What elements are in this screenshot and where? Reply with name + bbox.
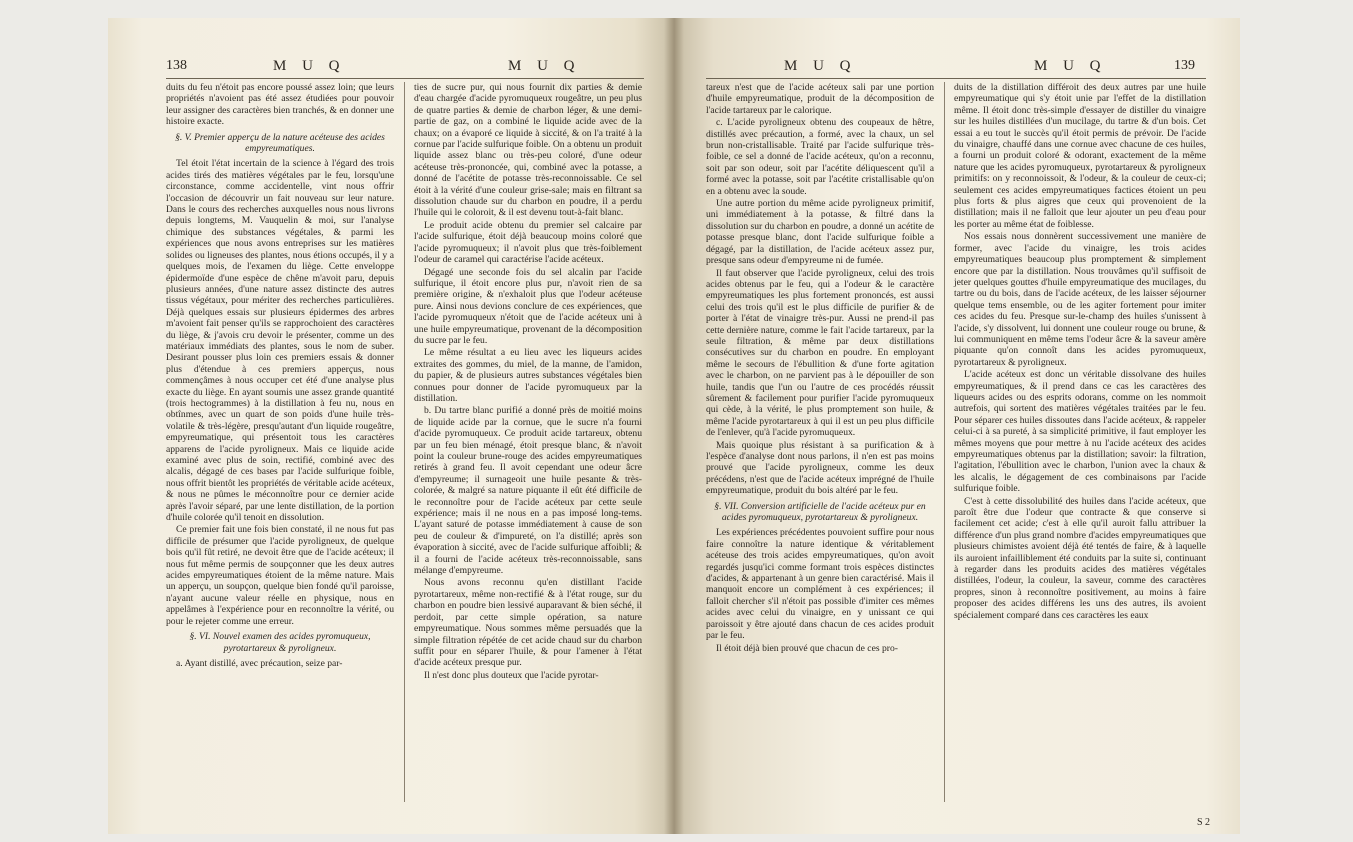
paragraph: Il étoit déjà bien prouvé que chacun de ces pro- — [716, 642, 898, 654]
section-heading: §. VI. Nouvel examen des acides pyromuqueux, pyrotartareux & pyroligneux. — [189, 631, 371, 654]
paragraph: Les expériences précédentes pouvoient suffire pour nous faire connoître la nature identique & véritablement acéteuse des trois acides empyreumatiques, qu'on avoit regardés jusqu'ici comme formant trois espèces distinctes d'acides, & appartenant à un genre bien caractérisé. Mais il manquoit encore un complément à ces expériences; il falloit chercher s'il n'étoit pas possible d'imiter ces mêmes acides avec celui du vinaigre, en y unissant ce qui paroissoit y être ajouté dans chacun de ces acides produit par le feu. — [706, 527, 934, 642]
paragraph: Tel étoit l'état incertain de la science à l'égard des trois acides tirés des matières végétales par le feu, lorsqu'une circonstance, comme accidentelle, vint nous offrir l'occasion de découvrir un fait nouveau sur leur nature. Dans le cours des recherches auxquelles nous nous livrons depuis longtems, M. Vauquelin & moi, sur l'analyse chimique des substances végétales, & parmi les expériences que nous avons entreprises sur les matières solides ou ligneuses des plantes, nous étions occupés, il y a quelques mois, de l'examen du liège. Cette enveloppe épidermoïde d'une espèce de chêne m'avoit paru, depuis plusieurs années, d'une nature assez distincte des autres tissus végétaux, pour mériter des recherches particulières. Déjà quelques essais sur plusieurs épidermes des arbres m'avoient fait penser qu'ils se rapprochoient des caractères du liège, & j'avois cru devoir le présenter, comme un des matériaux immédiats des plantes, sous le nom de suber. Desirant pousser plus loin ces premiers essais & donner plus d'étendue à ces premiers apperçus, nous commençâmes à nous occuper cet été d'une analyse plus exacte du liège. En ayant soumis une assez grande quantité (trois hectogrammes) à la distillation à feu nu, nous en obtînmes, avec un quart de son poids d'une huile très-volatile & très-légère, presqu'autant d'un liquide rougeâtre, empyreumatique, qui présentoit tous les caractères apparens de l'acide pyroligneux. Mais ce liquide acide examiné avec plus de soin, rectifié, combiné avec des alcalis, dégagé de ces bases par l'acide sulfurique foible, nous offrit bientôt les propriétés de véritable acide acéteux, & nous ne pûmes le méconnoître pour ce dernier acide après l'avoir séparé, par une lente distillation, de la portion d'huile colorée qu'il tenoit en dissolution. — [166, 158, 394, 524]
header-rule — [706, 78, 1206, 79]
running-head-right: M U Q — [508, 58, 581, 74]
open-book — [108, 18, 1238, 834]
paragraph: Il n'est donc plus douteux que l'acide pyrotar- — [424, 669, 599, 681]
paragraph: L'acide acéteux est donc un véritable dissolvane des huiles empyreumatiques, & il prend dans ce cas les caractères des liqueurs acides ou des esprits odorans, comme on les nommoit autrefois, qui sortent des matières végétales traitées par le feu. Pour séparer ces huiles dissoutes dans l'acide acéteux, & rappeler celui-ci à sa pureté, à sa simplicité primitive, il faut employer les mêmes moyens que pour mettre à nu l'acide acéteux des acides empyreumatiques obtenus par la distillation; savoir: la filtration, l'agitation, l'ébullition avec le charbon, l'union avec la chaux & les alcalis, le dégagement de ces combinaisons par l'acide sulfurique foible. — [954, 369, 1206, 495]
paragraph: Dégagé une seconde fois du sel alcalin par l'acide sulfurique, il étoit encore plus pur, n'avoit rien de sa première origine, & n'exhaloit plus que l'odeur acéteuse pure. Ainsi nous devions conclure de ces expériences, que l'acide pyromuqueux n'étoit que de l'acide acéteux uni à une huile empyreumatique, provenant de la décomposition du sucre par le feu. — [414, 266, 642, 346]
right-page — [674, 18, 1240, 834]
paragraph: c. L'acide pyroligneux obtenu des coupeaux de hêtre, distillés avec précaution, a formé, avec la chaux, un sel brun non-cristallisable. Traité par l'acide sulfurique très-foible, ce sel a donné de l'acide acéteux, qu'on a reconnu, soit par son odeur, soit par l'acétite déliquescent qu'il a formé avec la potasse, soit par l'acétite cristallisable qu'on en a obtenu avec la soude. — [706, 117, 934, 197]
header-rule — [166, 78, 644, 79]
paragraph: tareux n'est que de l'acide acéteux sali par une portion d'huile empyreumatique, produit de la décomposition de l'acide tartareux par le calorique. — [706, 82, 934, 116]
paragraph: Nous avons reconnu qu'en distillant l'acide pyrotartareux, même non-rectifié & à l'état rouge, sur du charbon en poudre bien lessivé auparavant & bien séché, il perdoit, par cette simple opération, sa nature empyreumatique. Nous sommes même persuadés que la simple filtration répétée de cet acide chaud sur du charbon suffit pour en séparer l'huile, & pour l'amener à l'état d'acide acéteux presque pur. — [414, 577, 642, 669]
paragraph: Le produit acide obtenu du premier sel calcaire par l'acide sulfurique, étoit déjà beaucoup moins coloré que l'acide pyromuqueux; il n'avoit plus que très-foiblement l'odeur de caramel qui caractérise l'acide acéteux. — [414, 219, 642, 266]
page-number: 138 — [166, 58, 187, 73]
column-divider — [404, 82, 405, 802]
paragraph: Mais quoique plus résistant à sa purification & à l'espèce d'analyse dont nous parlons, il n'en est pas moins prouvé que l'acide pyroligneux, comme les deux précédens, n'est que de l'acide acéteux imprégné de l'huile empyreumatique, produit du bois altéré par le feu. — [706, 439, 934, 497]
paragraph: Il faut observer que l'acide pyroligneux, celui des trois acides obtenus par le feu, qui a l'odeur & le caractère empyreumatiques les plus fortement prononcés, est aussi celui des trois qu'il est le plus difficile de purifier & de porter à l'état de vinaigre très-pur. Aussi ne prend-il pas cette dernière nature, comme le fait l'acide tartareux, par la seule filtration, & même par deux distillations consécutives sur du charbon en poudre. En employant même le secours de l'ébullition & d'une forte agitation avec le charbon, on ne parvient pas à le dépouiller de son huile, tandis que l'un ou l'autre de ces procédés réussit sûrement & facilement pour purifier l'acide pyromuqueux qui cède, à la vérité, le plus promptement son huile, & même l'acide pyrotartareux à qui il est un peu plus difficile de l'enlever, qu'à l'acide pyromuqueux. — [706, 267, 934, 439]
column-divider — [944, 82, 945, 802]
section-heading: §. V. Premier apperçu de la nature acéteuse des acides empyreumatiques. — [175, 131, 385, 155]
paragraph: C'est à cette dissolubilité des huiles dans l'acide acéteux, que paroît être due l'odeur que contracte & que conserve si facilement cet acide; c'est à elle qu'il auroit fallu attribuer la différence d'un plus grand nombre d'acides empyreumatiques que plusieurs chimistes avoient déjà été tentés de faire, & à laquelle ils auroient infailliblement été conduits par la suite si, continuant à regarder dans les produits acides des matières végétales distillées, l'odeur, la couleur, la saveur, comme des caractères propres, sinon à reconnoître positivement, au moins à faire proposer des acides différens les uns des autres, ils avoient spécialement comparé dans ces caractères les eaux — [954, 495, 1206, 621]
paragraph: b. Du tartre blanc purifié a donné près de moitié moins de liquide acide par la cornue, que le sucre n'a fourni d'acide pyromuqueux. Ce produit acide tartareux, obtenu par un feu bien ménagé, étoit presque blanc, & n'avoit point la couleur brune-rouge des acides empyreumatiques retirés à grand feu. Il avoit cependant une odeur âcre d'empyreume; il surnageoit une huile pesante & très-colorée, & malgré sa nature piquante il eût été difficile de le reconnoître pour de l'acide acéteux par cette seule expérience; mais il ne nous en a pas imposé long-tems. L'ayant saturé de potasse immédiatement à cause de son peu de couleur & d'impureté, on l'a distillé; après son évaporation à siccité, avec de l'acide sulfurique affoibli; & il a fourni de l'acide acéteux très-reconnoissable, sans mélange d'empyreume. — [414, 405, 642, 577]
paragraph: Le même résultat a eu lieu avec les liqueurs acides extraites des gommes, du miel, de la manne, de l'amidon, du papier, & de plusieurs autres substances végétales bien connues pour donner de l'acide pyromuqueux par la distillation. — [414, 347, 642, 404]
paragraph: a. Ayant distillé, avec précaution, seize par- — [176, 657, 343, 669]
running-head-left: M U Q — [784, 58, 857, 74]
page-number: 139 — [1174, 58, 1195, 73]
paragraph: ties de sucre pur, qui nous fournit dix parties & demie d'eau chargée d'acide pyromuqueux rougeâtre, un peu plus de quatre parties & demie de charbon léger, & une demi-partie de gaz, on a combiné le liquide acide avec de la chaux; on a évaporé ce liquide à siccité, & on l'a traité à la cornue par l'acide sulfurique foible. On a obtenu un produit liquide assez blanc ou très-peu coloré, d'une odeur acéteuse très-prononcée, qui, combiné avec la potasse, a donné de l'acétite de potasse très-reconnoissable. Ce sel étoit à la vérité d'une couleur grise-sale; mais en filtrant sa dissolution chaude sur du charbon en poudre, il a perdu l'huile qui le coloroit, & il est devenu tout-à-fait blanc. — [414, 82, 642, 219]
paragraph: Ce premier fait une fois bien constaté, il ne nous fut pas difficile de présumer que l'acide pyroligneux, de quelque bois qu'il fût retiré, ne devoit être que de l'acide acéteux; il nous fut même permis de soupçonner que les deux autres acides empyreumatiques étoient de la même nature. Mais un apperçu, un soupçon, quelque bien fondé qu'il paroisse, n'ayant aucune valeur réelle en physique, nous en appelâmes à l'expérience pour en reconnoître la vérité, ou pour le rejeter comme une erreur. — [166, 524, 394, 627]
text-column-2 — [954, 82, 1206, 622]
text-column-2 — [414, 82, 642, 682]
text-column-1 — [706, 82, 934, 655]
paragraph: Une autre portion du même acide pyroligneux primitif, uni immédiatement à la potasse, & filtré dans la dissolution sur du charbon en poudre, a donné un acétite de potasse presque blanc, dont l'acide sulfurique foible a dégagé, par la distillation, de l'acide acéteux assez pur, presque sans odeur d'empyreume ni de fumée. — [706, 198, 934, 267]
section-heading: §. VII. Conversion artificielle de l'acide acéteux pur en acides pyromuqueux, pyrotartareux & pyroligneux. — [714, 500, 926, 524]
signature-mark: S 2 — [1196, 817, 1210, 828]
left-page — [108, 18, 674, 834]
text-column-1 — [166, 82, 394, 670]
paragraph: duits de la distillation différoit des deux autres par une huile empyreumatique qui s'y étoit unie par l'effet de la distillation même. Il étoit donc très-simple d'essayer de distiller du vinaigre sur les huiles distillées d'un mucilage, du tartre & d'un bois. Cet essai a eu tout le succès qu'il étoit permis de prévoir. De l'acide du vinaigre, chauffé dans une cornue avec chacune de ces huiles, a fourni un produit coloré & odorant, exactement de la même nature que les acides pyromuqueux, pyrotartareux & pyroligneux primitifs: on y reconnoissoit, & l'odeur, & la couleur de ceux-ci; seulement ces acides empyreumatiques factices étoient un peu plus forts & plus aigres que ceux qui provenoient de la distillation; mais il ne falloit que leur ajouter un peu d'eau pour les porter au même état de foiblesse. — [954, 82, 1206, 230]
running-head-right: M U Q — [1034, 58, 1107, 74]
paragraph: duits du feu n'étoit pas encore poussé assez loin; que leurs propriétés n'avoient pas été assez étudiées pour pouvoir leur assigner des caractères bien tranchés, & en donner une histoire exacte. — [166, 82, 394, 128]
paragraph: Nos essais nous donnèrent successivement une manière de former, avec l'acide du vinaigre, les trois acides empyreumatiques beaucoup plus promptement & simplement encore que par la distillation. Nous trouvâmes qu'il suffisoit de jeter quelques gouttes d'huile empyreumatique des mucilages, du tartre ou du bois, dans de l'acide acéteux, de les laisser séjourner quelque tems ensemble, ou de les agiter fortement pour imiter ces acides du feu. Presque sur-le-champ des huiles s'unissent à l'acide, s'y dissolvent, lui donnent une couleur rouge ou brune, & lui communiquent en même tems l'odeur âcre & la saveur amère piquante qu'on connoît dans les acides pyromuqueux, pyrotartareux & pyroligneux. — [954, 231, 1206, 368]
running-head-left: M U Q — [273, 58, 346, 74]
book-gutter — [664, 18, 684, 834]
